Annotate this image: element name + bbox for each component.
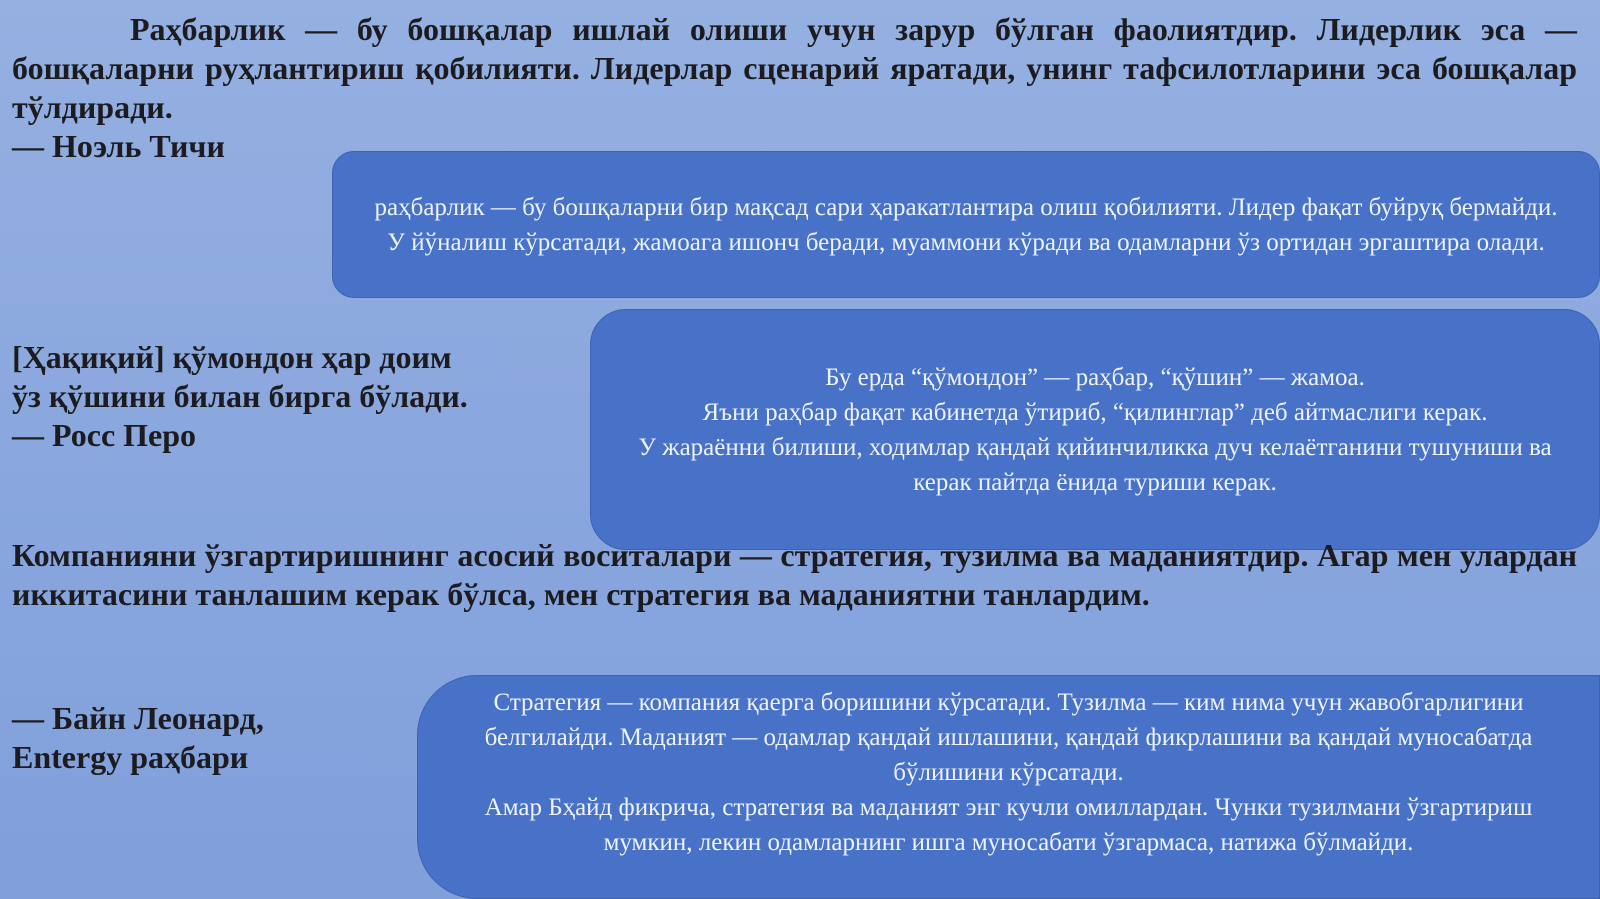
quote-leonard-attribution (12, 699, 392, 777)
explanation-box-strategy (417, 675, 1600, 899)
quote-tichy-author: — Ноэль Тичи (12, 128, 225, 164)
quote-perot-line-1: [Ҳақиқий] қўмондон ҳар доим (12, 339, 452, 375)
quote-perot-author: — Росс Перо (12, 417, 197, 453)
explanation-commander-line-2: Яъни раҳбар фақат кабинетда ўтириб, “қилинглар” деб айтмаслиги керак. (702, 398, 1488, 426)
quote-leonard (12, 536, 1577, 614)
quote-tichy-text (12, 10, 1577, 127)
quote-leonard-text: Компанияни ўзгартиришнинг асосий воситалари — стратегия, тузилма ва маданиятдир. Агар мен улардан иккитасини танлашим керак бўлса, мен стратегия ва маданиятни танлардим. (12, 537, 1577, 612)
explanation-box-leadership (332, 151, 1600, 298)
explanation-commander-line-1: Бу ерда “қўмондон” — раҳбар, “қўшин” — жамоа. (825, 363, 1365, 391)
quote-leonard-role: Entergy раҳбари (12, 739, 249, 775)
explanation-commander-line-3: У жараённи билиши, ходимлар қандай қийинчиликка дуч келаётганини тушуниши ва керак пайтда ёнида туриши керак. (638, 433, 1552, 496)
explanation-strategy-para-1: Стратегия — компания қаерга боришини кўрсатади. Тузилма — ким нима учун жавобгарлигини белгилайди. Маданият — одамлар қандай ишлашини, қандай фикрлашини ва қандай муносабатда бўлишини кўрсатади. (484, 689, 1533, 786)
explanation-leadership-text: раҳбарлик — бу бошқаларни бир мақсад сари ҳаракатлантира олиш қобилияти. Лидер фақат буйруқ бермайди. У йўналиш кўрсатади, жамоага ишонч беради, муаммони кўради ва одамларни ўз ортидан эргаштира олади. (374, 193, 1558, 256)
quote-tichy (12, 10, 1577, 166)
explanation-strategy-para-2: Амар Бҳайд фикрича, стратегия ва маданият энг кучли омиллардан. Чунки тузилмани ўзгартириш мумкин, лекин одамларнинг ишга муносабати ўзгармаса, натижа бўлмайди. (484, 794, 1533, 856)
quote-leonard-author: — Байн Леонард, (12, 700, 264, 736)
quote-perot-line-2: ўз қўшини билан бирга бўлади. (12, 378, 468, 414)
quote-tichy-body: Раҳбарлик — бу бошқалар ишлай олиши учун зарур бўлган фаолиятдир. Лидерлик эса — бошқаларни руҳлантириш қобилияти. Лидерлар сценарий яратади, унинг тафсилотларини эса бошқалар тўлдиради. (12, 11, 1577, 125)
quote-perot (12, 338, 572, 455)
explanation-box-commander (590, 309, 1600, 550)
